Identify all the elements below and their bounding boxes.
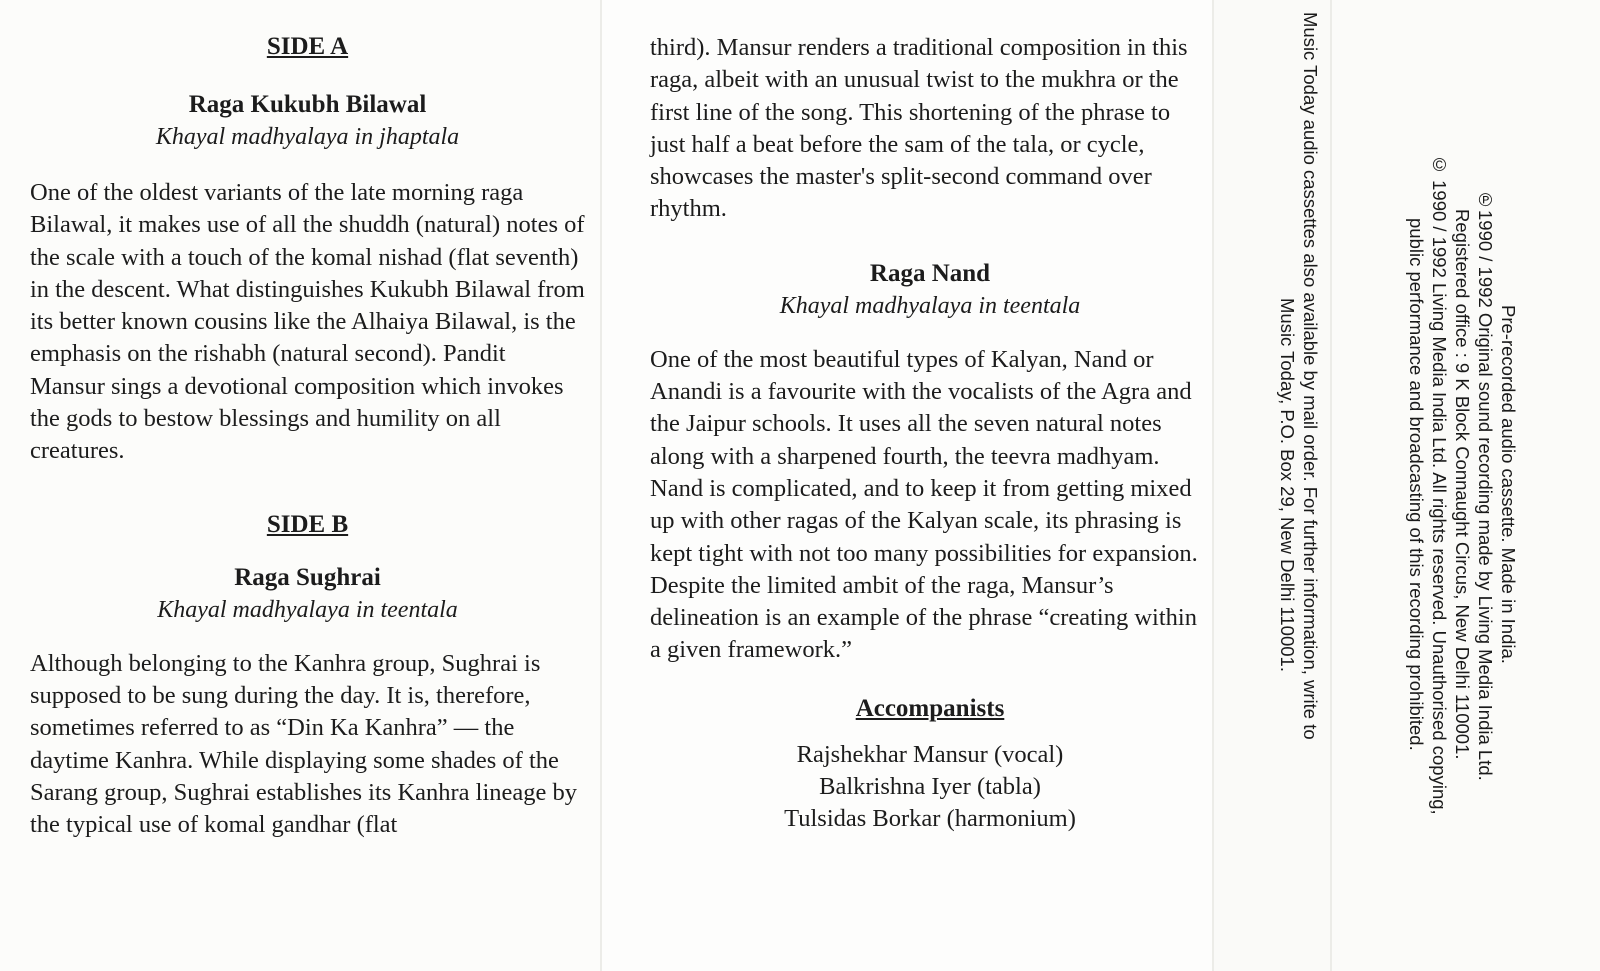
fold-line bbox=[600, 0, 602, 971]
raga-kukubh-bilawal-description: One of the oldest variants of the late morning raga Bilawal, it makes use of all the shuddh (natural) notes of the scale with a touch of the komal nishad (flat seventh) in the descent. What distinguishes Kukubh Bilawal from its better known cousins like the Alhaiya Bilawal, is the emphasis on the rishabh (natural second). Pandit Mansur sings a devotional composition which invokes the gods to bestow blessings and humility on all creatures. bbox=[30, 179, 585, 465]
copyright-notice bbox=[1400, 12, 1520, 957]
mail-order-address: Music Today, P.O. Box 29, New Delhi 110001. bbox=[1277, 297, 1298, 672]
raga-sughrai-title: Raga Sughrai bbox=[234, 563, 381, 591]
accompanist-item: Balkrishna Iyer (tabla) bbox=[819, 772, 1041, 800]
accompanist-item: Tulsidas Borkar (harmonium) bbox=[784, 804, 1076, 832]
mail-order-line: Music Today audio cassettes also available by mail order. For further information, write to bbox=[1300, 12, 1321, 740]
raga-nand-style: Khayal madhyalaya in teentala bbox=[779, 292, 1081, 319]
raga-nand-title: Raga Nand bbox=[869, 259, 991, 287]
raga-sughrai-description: Although belonging to the Kanhra group, Sughrai is supposed to be sung during the day. It is, therefore, sometimes referred to as “Din Ka Kanhra” — the daytime Kanhra. While displaying some shades of the Sarang group, Sughrai establishes its Kanhra lineage by the typical use of komal gandhar (flat bbox=[30, 649, 578, 839]
mail-order-info bbox=[1266, 12, 1322, 957]
accompanists-list bbox=[650, 739, 1210, 835]
raga-kukubh-bilawal-title: Raga Kukubh Bilawal bbox=[188, 91, 427, 118]
copyright-line: © 1990 / 1992 Living Media India Ltd. All rights reserved. Unauthorised copying, bbox=[1429, 154, 1450, 815]
copyright-line: Registered office : 9 K Block Connaught Circus, New Delhi 110001. bbox=[1452, 209, 1473, 760]
fold-line bbox=[1212, 0, 1214, 971]
copyright-line: Pre-recorded audio cassette. Made in India. bbox=[1498, 305, 1519, 664]
side-a-column bbox=[30, 32, 585, 841]
raga-sughrai-style: Khayal madhyalaya in teentala bbox=[157, 596, 458, 623]
fold-line bbox=[1330, 0, 1332, 971]
raga-kukubh-bilawal-style: Khayal madhyalaya in jhaptala bbox=[155, 124, 460, 150]
side-a-heading: SIDE A bbox=[266, 33, 349, 60]
copyright-line: public performance and broadcasting of this recording prohibited. bbox=[1406, 218, 1427, 751]
side-b-column bbox=[650, 32, 1210, 835]
accompanist-item: Rajshekhar Mansur (vocal) bbox=[796, 740, 1064, 768]
raga-sughrai-description-continued: third). Mansur renders a traditional composition in this raga, albeit with an unusual twist to the mukhra or the first line of the song. This shortening of the phrase to just half a beat before the sam of the tala, or cycle, showcases the master's split-second command over rhythm. bbox=[650, 34, 1188, 223]
copyright-line: ℗1990 / 1992 Original sound recording made by Living Media India Ltd. bbox=[1475, 188, 1496, 781]
raga-nand-description: One of the most beautiful types of Kalyan, Nand or Anandi is a favourite with the vocalists of the Agra and the Jaipur schools. It uses all the seven natural notes along with a sharpened fourth, the teevra madhyam. Nand is complicated, and to keep it from getting mixed up with other ragas of the Kalyan scale, its phrasing is kept tight with not too many possibilities for expansion. Despite the limited ambit of the raga, Mansur’s delineation is an example of the phrase “creating within a given framework.” bbox=[650, 345, 1198, 664]
accompanists-heading: Accompanists bbox=[855, 694, 1005, 722]
side-b-heading: SIDE B bbox=[266, 510, 349, 538]
